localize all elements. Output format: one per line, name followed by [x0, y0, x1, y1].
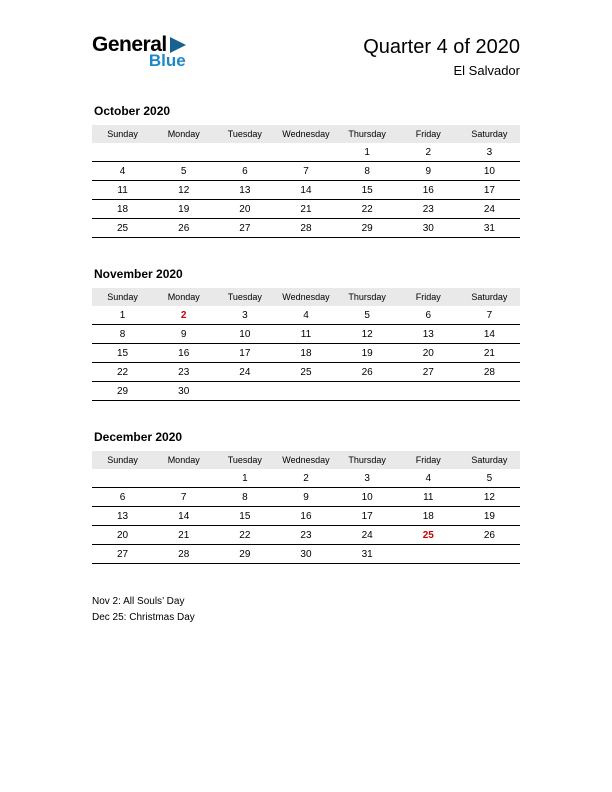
date-cell: 8 [92, 325, 153, 344]
day-header-monday: Monday [153, 288, 214, 306]
date-cell: 15 [214, 507, 275, 526]
day-header-sunday: Sunday [92, 288, 153, 306]
day-header-thursday: Thursday [337, 288, 398, 306]
date-cell: 6 [92, 488, 153, 507]
empty-cell [398, 545, 459, 564]
date-cell: 13 [214, 181, 275, 200]
date-cell: 30 [153, 382, 214, 401]
footnote-christmas-day: Dec 25: Christmas Day [92, 611, 195, 623]
general-blue-logo [92, 34, 187, 70]
day-header-friday: Friday [398, 288, 459, 306]
date-cell: 22 [214, 526, 275, 545]
calendar-table [92, 288, 520, 401]
date-cell: 20 [92, 526, 153, 545]
footnote-all-souls-day: Nov 2: All Souls’ Day [92, 596, 185, 607]
week-row [92, 526, 520, 545]
date-cell: 18 [398, 507, 459, 526]
date-cell: 3 [337, 469, 398, 488]
date-cell: 20 [398, 344, 459, 363]
date-cell: 19 [153, 200, 214, 219]
date-cell: 12 [459, 488, 520, 507]
empty-cell [275, 382, 336, 401]
logo-text-blue: Blue [148, 51, 186, 70]
empty-cell [459, 545, 520, 564]
date-cell: 13 [92, 507, 153, 526]
date-cell: 25 [398, 526, 459, 545]
date-cell: 16 [398, 181, 459, 200]
date-cell: 6 [214, 162, 275, 181]
date-cell: 26 [153, 219, 214, 238]
date-cell: 19 [459, 507, 520, 526]
date-cell: 8 [214, 488, 275, 507]
empty-cell [153, 143, 214, 162]
day-header-saturday: Saturday [459, 125, 520, 143]
logo-text-general: General [92, 33, 167, 56]
date-cell: 19 [337, 344, 398, 363]
country-subtitle: El Salvador [453, 63, 520, 78]
day-header-row [92, 125, 520, 143]
date-cell: 17 [214, 344, 275, 363]
date-cell: 17 [337, 507, 398, 526]
day-header-monday: Monday [153, 125, 214, 143]
date-cell: 3 [214, 306, 275, 325]
date-cell: 9 [398, 162, 459, 181]
date-cell: 14 [153, 507, 214, 526]
holiday-footnotes [92, 594, 520, 625]
date-cell: 18 [275, 344, 336, 363]
date-cell: 2 [153, 306, 214, 325]
week-row [92, 181, 520, 200]
day-header-thursday: Thursday [337, 451, 398, 469]
week-row [92, 507, 520, 526]
date-cell: 24 [337, 526, 398, 545]
date-cell: 5 [459, 469, 520, 488]
date-cell: 15 [337, 181, 398, 200]
date-cell: 3 [459, 143, 520, 162]
week-row [92, 344, 520, 363]
month-title: October 2020 [94, 104, 171, 118]
date-cell: 25 [92, 219, 153, 238]
date-cell: 22 [92, 363, 153, 382]
date-cell: 21 [275, 200, 336, 219]
date-cell: 14 [275, 181, 336, 200]
calendar-table [92, 451, 520, 564]
calendar-table [92, 125, 520, 238]
day-header-friday: Friday [398, 125, 459, 143]
date-cell: 1 [337, 143, 398, 162]
date-cell: 2 [275, 469, 336, 488]
day-header-sunday: Sunday [92, 451, 153, 469]
date-cell: 25 [275, 363, 336, 382]
date-cell: 29 [214, 545, 275, 564]
date-cell: 8 [337, 162, 398, 181]
date-cell: 7 [275, 162, 336, 181]
date-cell: 1 [214, 469, 275, 488]
date-cell: 29 [337, 219, 398, 238]
date-cell: 11 [275, 325, 336, 344]
week-row [92, 545, 520, 564]
page-header [92, 34, 520, 78]
date-cell: 2 [398, 143, 459, 162]
date-cell: 11 [92, 181, 153, 200]
date-cell: 4 [275, 306, 336, 325]
date-cell: 12 [337, 325, 398, 344]
date-cell: 29 [92, 382, 153, 401]
empty-cell [275, 143, 336, 162]
date-cell: 24 [459, 200, 520, 219]
day-header-saturday: Saturday [459, 451, 520, 469]
date-cell: 5 [153, 162, 214, 181]
day-header-saturday: Saturday [459, 288, 520, 306]
day-header-wednesday: Wednesday [275, 451, 336, 469]
date-cell: 23 [275, 526, 336, 545]
date-cell: 31 [459, 219, 520, 238]
date-cell: 24 [214, 363, 275, 382]
date-cell: 27 [92, 545, 153, 564]
date-cell: 17 [459, 181, 520, 200]
empty-cell [214, 382, 275, 401]
week-row [92, 325, 520, 344]
week-row [92, 200, 520, 219]
empty-cell [459, 382, 520, 401]
date-cell: 6 [398, 306, 459, 325]
date-cell: 11 [398, 488, 459, 507]
day-header-tuesday: Tuesday [214, 288, 275, 306]
day-header-thursday: Thursday [337, 125, 398, 143]
date-cell: 31 [337, 545, 398, 564]
date-cell: 22 [337, 200, 398, 219]
week-row [92, 143, 520, 162]
date-cell: 26 [337, 363, 398, 382]
date-cell: 21 [459, 344, 520, 363]
week-row [92, 219, 520, 238]
date-cell: 7 [153, 488, 214, 507]
day-header-row [92, 288, 520, 306]
date-cell: 16 [153, 344, 214, 363]
date-cell: 28 [459, 363, 520, 382]
month-section-october-2020 [92, 104, 520, 238]
page-title: Quarter 4 of 2020 [363, 36, 520, 58]
date-cell: 14 [459, 325, 520, 344]
week-row [92, 306, 520, 325]
empty-cell [153, 469, 214, 488]
empty-cell [92, 469, 153, 488]
date-cell: 23 [153, 363, 214, 382]
day-header-tuesday: Tuesday [214, 125, 275, 143]
date-cell: 30 [275, 545, 336, 564]
date-cell: 26 [459, 526, 520, 545]
month-section-december-2020 [92, 430, 520, 564]
month-title: December 2020 [94, 430, 183, 444]
month-title: November 2020 [94, 267, 183, 281]
day-header-sunday: Sunday [92, 125, 153, 143]
date-cell: 27 [214, 219, 275, 238]
date-cell: 18 [92, 200, 153, 219]
empty-cell [337, 382, 398, 401]
date-cell: 10 [459, 162, 520, 181]
date-cell: 10 [337, 488, 398, 507]
empty-cell [398, 382, 459, 401]
date-cell: 4 [398, 469, 459, 488]
months-container [92, 104, 520, 564]
day-header-friday: Friday [398, 451, 459, 469]
week-row [92, 382, 520, 401]
week-row [92, 363, 520, 382]
day-header-wednesday: Wednesday [275, 125, 336, 143]
day-header-wednesday: Wednesday [275, 288, 336, 306]
date-cell: 30 [398, 219, 459, 238]
date-cell: 20 [214, 200, 275, 219]
week-row [92, 488, 520, 507]
date-cell: 5 [337, 306, 398, 325]
month-section-november-2020 [92, 267, 520, 401]
empty-cell [214, 143, 275, 162]
date-cell: 9 [153, 325, 214, 344]
day-header-monday: Monday [153, 451, 214, 469]
date-cell: 7 [459, 306, 520, 325]
date-cell: 15 [92, 344, 153, 363]
date-cell: 27 [398, 363, 459, 382]
day-header-tuesday: Tuesday [214, 451, 275, 469]
date-cell: 10 [214, 325, 275, 344]
date-cell: 1 [92, 306, 153, 325]
week-row [92, 162, 520, 181]
date-cell: 28 [153, 545, 214, 564]
date-cell: 28 [275, 219, 336, 238]
date-cell: 21 [153, 526, 214, 545]
date-cell: 13 [398, 325, 459, 344]
date-cell: 4 [92, 162, 153, 181]
date-cell: 9 [275, 488, 336, 507]
date-cell: 16 [275, 507, 336, 526]
week-row [92, 469, 520, 488]
day-header-row [92, 451, 520, 469]
date-cell: 12 [153, 181, 214, 200]
title-block [363, 34, 520, 78]
date-cell: 23 [398, 200, 459, 219]
empty-cell [92, 143, 153, 162]
